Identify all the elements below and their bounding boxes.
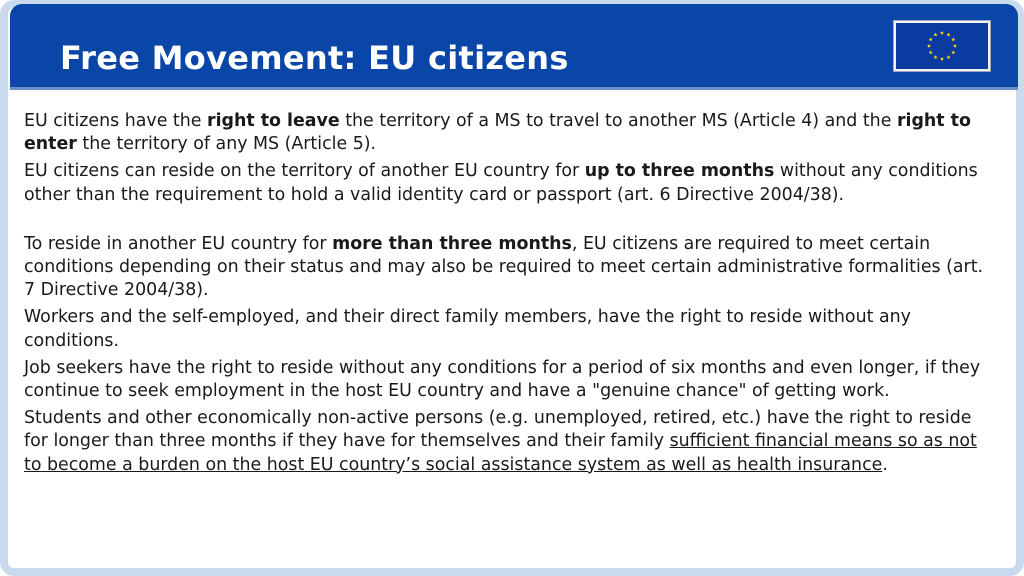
paragraph-workers: Workers and the self-employed, and their direct family members, have the right to reside without any conditions. xyxy=(24,307,911,351)
paragraph-students: Students and other economically non-active persons (e.g. unemployed, retired, etc.) have the right to reside for longer than three months if they have for themselves and their family sufficient financial means so as not to become a burden on the host EU country’s social assistance system as well as health insurance. xyxy=(24,408,977,475)
paragraph-leave-enter: EU citizens have the right to leave the territory of a MS to travel to another MS (Article 4) and the right to enter the territory of any MS (Article 5). xyxy=(24,111,971,155)
slide-title: Free Movement: EU citizens xyxy=(60,39,569,77)
paragraph-job-seekers: Job seekers have the right to reside without any conditions for a period of six months and even longer, if they continue to seek employment in the host EU country and have a "genuine chance" of getting work. xyxy=(24,357,981,402)
slide-body xyxy=(24,110,996,481)
eu-flag xyxy=(893,20,991,72)
paragraph-three-months: EU citizens can reside on the territory of another EU country for up to three months without any conditions other than the requirement to hold a valid identity card or passport (art. 6 Directive 2004/38). xyxy=(24,161,978,205)
slide-header xyxy=(10,4,1018,90)
paragraph-more-than-three-months: To reside in another EU country for more than three months, EU citizens are required to meet certain conditions depending on their status and may also be required to meet certain administrative formalities (art. 7 Directive 2004/38). xyxy=(24,233,984,301)
eu-flag-icon xyxy=(896,23,988,69)
